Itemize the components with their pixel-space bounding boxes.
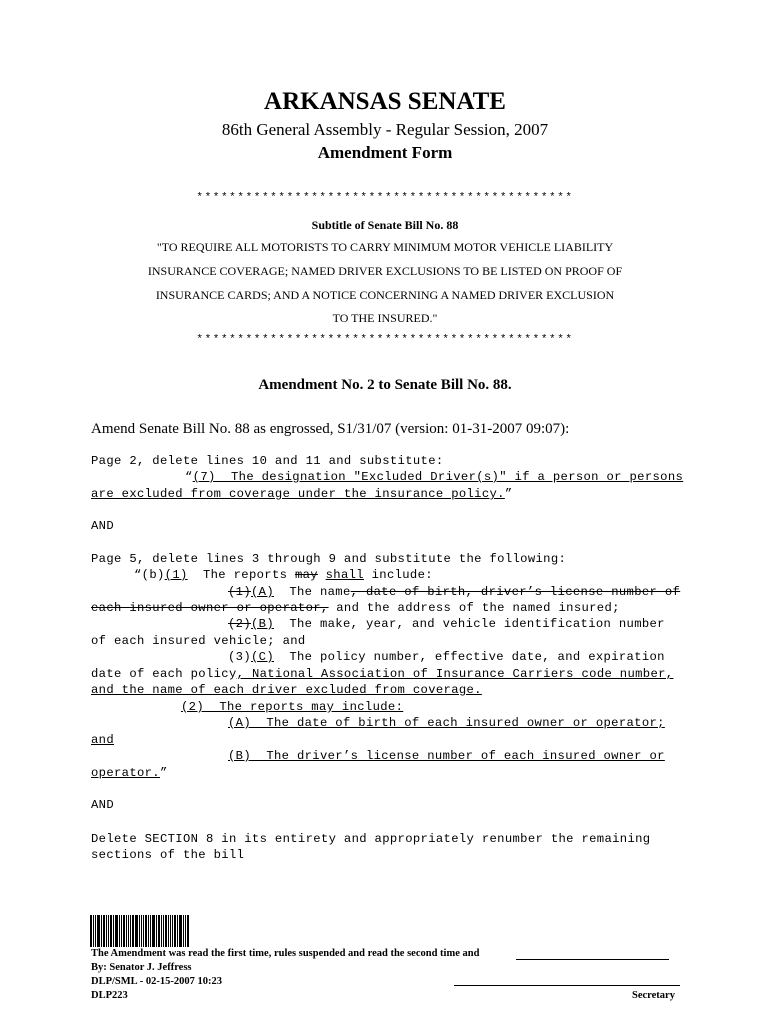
barcode-bar [158, 915, 160, 947]
barcode-bar [177, 915, 178, 947]
body-line: each insured owner or operator, and the address of the named insured; [91, 601, 620, 615]
barcode-bar [139, 915, 140, 947]
barcode-bar [101, 915, 102, 947]
barcode-bar [145, 915, 147, 947]
barcode-bar [141, 915, 142, 947]
barcode-bar [123, 915, 125, 947]
and-separator: AND [91, 519, 114, 533]
barcode-bar [170, 915, 171, 947]
barcode-bar [163, 915, 164, 947]
barcode-bar [148, 915, 149, 947]
form-number: DLP223 [91, 990, 128, 1001]
body-line: “(7) The designation "Excluded Driver(s)" if a person or persons [185, 470, 684, 484]
barcode-bar [93, 915, 94, 947]
body-line: Page 5, delete lines 3 through 9 and substitute the following: [91, 552, 567, 566]
barcode-bar [185, 915, 186, 947]
barcode-bar [161, 915, 162, 947]
barcode-bar [183, 915, 184, 947]
session-line: 86th General Assembly - Regular Session, 2007 [221, 120, 549, 139]
drafter-code: DLP/SML - 02-15-2007 10:23 [91, 976, 222, 987]
barcode-bar [132, 915, 134, 947]
body-line: (1)(A) The name, date of birth, driver’s license number of [228, 585, 681, 599]
body-line: (A) The date of birth of each insured owner or operator; [228, 716, 665, 730]
body-line: and [91, 733, 114, 747]
stars-divider-bottom: ********************************************** [196, 334, 574, 346]
body-line: Page 2, delete lines 10 and 11 and substitute: [91, 454, 444, 468]
subtitle-line-2: INSURANCE COVERAGE; NAMED DRIVER EXCLUSIONS TO BE LISTED ON PROOF OF [147, 264, 623, 278]
barcode-bar [174, 915, 176, 947]
body-line: sections of the bill [91, 848, 245, 862]
barcode-bar [110, 915, 112, 947]
barcode-bar [108, 915, 109, 947]
subtitle-line-1: "TO REQUIRE ALL MOTORISTS TO CARRY MINIMUM MOTOR VEHICLE LIABILITY [156, 240, 614, 254]
signature-line [516, 959, 669, 960]
form-title: Amendment Form [317, 143, 453, 162]
body-line: (B) The driver’s license number of each insured owner or [228, 749, 665, 763]
body-line: (3)(C) The policy number, effective date, and expiration [228, 650, 665, 664]
subtitle-line-4: TO THE INSURED." [332, 311, 438, 325]
body-line: (2) The reports may include: [181, 700, 404, 714]
barcode-bar [95, 915, 96, 947]
barcode-bar [103, 915, 105, 947]
barcode-bar [126, 915, 127, 947]
barcode-bar [135, 915, 138, 947]
barcode-image [90, 915, 200, 947]
barcode-bar [168, 915, 169, 947]
barcode-bar [106, 915, 107, 947]
body-line: “(b)(1) The reports may shall include: [134, 568, 433, 582]
body-line: Delete SECTION 8 in its entirety and appropriately renumber the remaining [91, 832, 651, 846]
secretary-signature-line [454, 985, 680, 986]
secretary-label: Secretary [632, 990, 675, 1001]
barcode-bar [121, 915, 122, 947]
barcode-bar [172, 915, 173, 947]
barcode-bar [113, 915, 114, 947]
amendment-heading: Amendment No. 2 to Senate Bill No. 88. [258, 377, 512, 393]
body-line: and the name of each driver excluded from coverage. [91, 683, 482, 697]
page-title: ARKANSAS SENATE [264, 88, 506, 115]
amendment-intro: Amend Senate Bill No. 88 as engrossed, S1/31/07 (version: 01-31-2007 09:07): [91, 421, 570, 437]
barcode-bar [128, 915, 129, 947]
stars-divider-top: ********************************************** [196, 192, 574, 204]
and-separator: AND [91, 798, 114, 812]
barcode-bar [130, 915, 131, 947]
sponsor: By: Senator J. Jeffress [91, 962, 192, 973]
subtitle-line-3: INSURANCE CARDS; AND A NOTICE CONCERNING A NAMED DRIVER EXCLUSION [155, 288, 615, 302]
body-line: of each insured vehicle; and [91, 634, 306, 648]
barcode-bar [156, 915, 157, 947]
barcode-bar [119, 915, 120, 947]
barcode-bar [165, 915, 167, 947]
barcode-bar [179, 915, 182, 947]
barcode-bar [143, 915, 144, 947]
barcode-bar [115, 915, 118, 947]
body-line: (2)(B) The make, year, and vehicle identification number [228, 617, 665, 631]
barcode-bar [97, 915, 100, 947]
body-line: are excluded from coverage under the insurance policy.” [91, 487, 513, 501]
barcode-bar [150, 915, 151, 947]
barcode-bar [187, 915, 189, 947]
body-line: operator.” [91, 766, 168, 780]
subtitle-heading: Subtitle of Senate Bill No. 88 [311, 218, 459, 232]
read-statement: The Amendment was read the first time, rules suspended and read the second time and [91, 948, 480, 959]
body-line: date of each policy, National Association of Insurance Carriers code number, [91, 667, 674, 681]
barcode-bar [152, 915, 155, 947]
barcode-bar [90, 915, 92, 947]
